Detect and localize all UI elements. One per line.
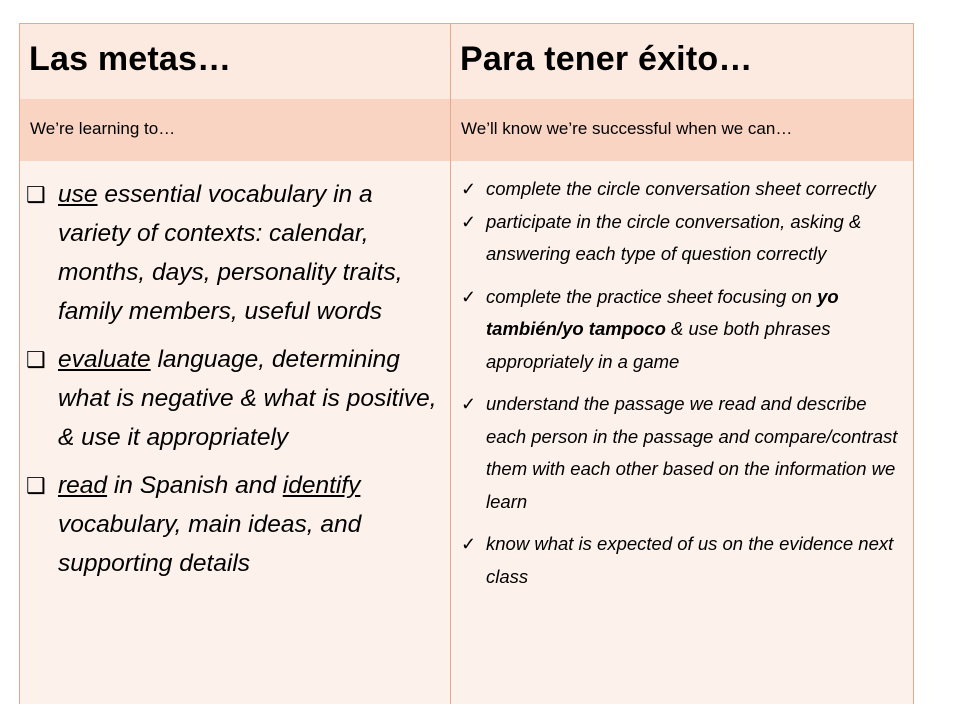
checkmark-icon: ✓ (461, 211, 477, 232)
checkbox-square-icon: ❑ (26, 182, 46, 207)
goals-cell (20, 161, 451, 704)
checkbox-square-icon: ❑ (26, 347, 46, 372)
criteria-item (461, 206, 901, 271)
criteria-text-pre: complete the practice sheet focusing on (486, 285, 818, 307)
criteria-item (461, 281, 901, 379)
header-goals: Las metas… (20, 24, 451, 99)
header-success: Para tener éxito… (460, 40, 753, 78)
checkmark-icon: ✓ (461, 534, 477, 554)
criteria-text: participate in the circle conversation, asking & answering each type of question correctly (486, 210, 862, 264)
goal-text: essential vocabulary in a variety of contexts: calendar, months, days, personality traits, family members, useful words (58, 181, 403, 325)
subheader-learning: We’re learning to… (20, 99, 451, 161)
goal-verb: use (58, 181, 98, 208)
subheader-row (20, 99, 913, 162)
checkmark-icon: ✓ (461, 394, 477, 414)
criteria-cell (451, 161, 913, 704)
subheader-successful: We’ll know we’re successful when we can… (461, 119, 793, 138)
criteria-item (461, 173, 901, 206)
goal-item (26, 340, 442, 457)
criteria-item (461, 528, 901, 593)
checkbox-square-icon: ❑ (26, 473, 46, 498)
goals-list (20, 161, 450, 583)
goals-table (19, 23, 914, 704)
goal-text: vocabulary, main ideas, and supporting details (58, 511, 362, 577)
goal-item (26, 175, 442, 331)
goal-verb: read (58, 472, 108, 499)
goal-verb-2: identify (282, 472, 361, 499)
checkmark-icon: ✓ (461, 286, 477, 307)
criteria-text-bold: yo también/yo tampoco (486, 285, 839, 339)
goal-verb: evaluate (58, 346, 151, 373)
header-row (20, 24, 913, 100)
criteria-item (461, 388, 901, 518)
criteria-text: know what is expected of us on the evidence next class (486, 533, 894, 587)
goal-text: language, determining what is negative & what is positive, & use it appropriately (58, 346, 437, 451)
body-row (20, 161, 913, 704)
criteria-text-post: & use both phrases appropriately in a game (486, 318, 831, 372)
criteria-list (451, 161, 913, 593)
criteria-text: understand the passage we read and describe each person in the passage and compare/contrast them with each other based on the information we learn (486, 393, 898, 512)
goal-item (26, 466, 442, 583)
checkmark-icon: ✓ (461, 179, 477, 199)
criteria-text: complete the circle conversation sheet correctly (486, 178, 876, 199)
goal-mid: in Spanish and (107, 472, 283, 499)
